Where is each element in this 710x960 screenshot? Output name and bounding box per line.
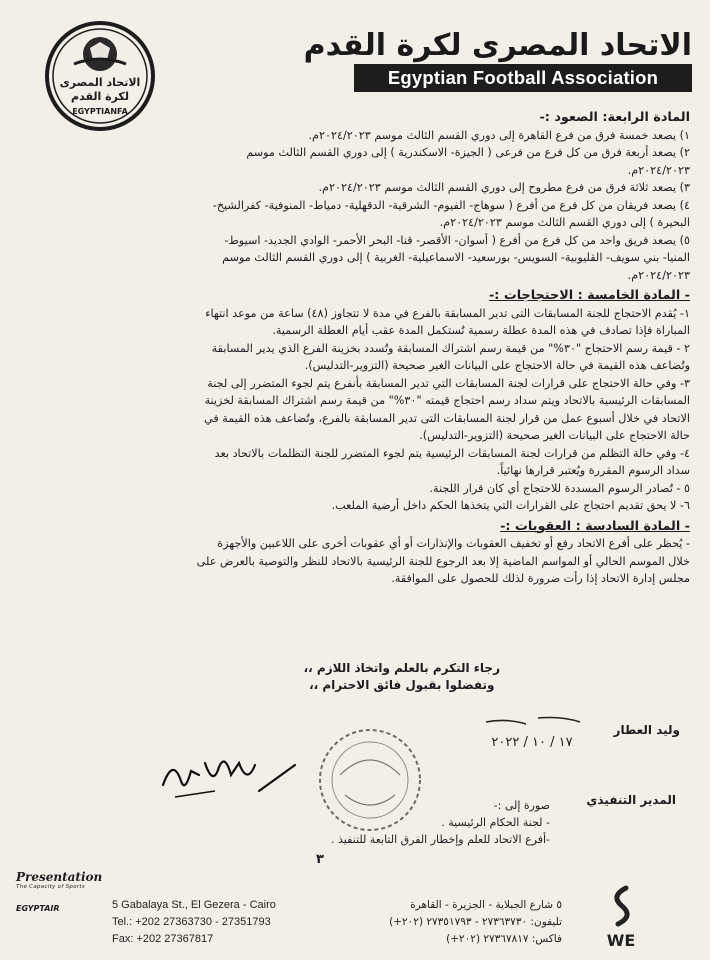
svg-text:لكرة القدم: لكرة القدم — [71, 90, 129, 103]
footer-address-en: 5 Gabalaya St., El Gezera - Cairo — [112, 899, 276, 911]
org-title-english: Egyptian Football Association — [354, 64, 692, 92]
article4-line: البحيرة ) إلى دوري القسم الثالث موسم ٢٠٢٤/٢٠٢٣م. — [439, 216, 690, 229]
closing-remarks — [304, 660, 500, 694]
svg-text:EGYPTIANFA: EGYPTIANFA — [72, 107, 128, 116]
article5-heading: - المادة الخامسة : الاحتجاجات :- — [488, 288, 690, 303]
article5-line: ٥ - تُصادر الرسوم المسددة للاحتجاج أي كان قرار اللجنة. — [429, 481, 690, 495]
article5-line: ١- يُقدم الاحتجاج للجنة المسابقات التى تدير المسابقة بالفرع في مدة لا تتجاوز (٤٨) ساعة من موعد انتهاء — [205, 306, 690, 320]
footer-sponsors — [16, 870, 108, 913]
page-number: ٣ — [316, 852, 324, 867]
sponsor-presentation: Presentation — [16, 870, 103, 884]
article5-line: ٢ - قيمة رسم الاحتجاج "٣٠%" من قيمة رسم اشتراك المسابقة وتُسدد بخزينة الفرع الذي يدير المسابقة — [211, 341, 690, 355]
article5-line: سداد الرسوم المقررة ويُعتبر قرارها نهائياً. — [496, 464, 690, 477]
sponsor-egyptair: EGYPTAIR — [16, 904, 60, 913]
svg-text:الاتحاد المصرى: الاتحاد المصرى — [59, 76, 141, 89]
org-title-arabic: الاتحاد المصرى لكرة القدم — [303, 28, 692, 63]
footer-tel-ar: تليفون: ٢٧٣٦٣٧٣٠ - ٢٧٣٥١٧٩٣ (٢٠٢+) — [389, 916, 562, 928]
article5-line: المسابقات الرئيسية بالاتحاد ويتم سداد رسم احتجاج قيمته "٣٠%" من قيمة رسم اشتراك المسابقة لخزينة — [204, 394, 690, 407]
article6-line: مجلس إدارة الاتحاد إذا رأت ضرورة لذلك للحصول على الموافقة. — [391, 572, 690, 585]
article4-line: المنيا- بني سويف- القليوبية- السويس- بورسعيد- الاسماعيلية- الغربية ) إلى دوري القسم الثالث موسم — [222, 251, 690, 264]
copies-item: -أفرع الاتحاد للعلم وإخطار الفرق التابعة للتنفيذ . — [331, 833, 550, 846]
svg-text:WE: WE — [606, 931, 636, 950]
article5-line: حالة الاحتجاج على البيانات الغير صحيحة (التزوير-التدليس). — [419, 429, 690, 442]
letter-body — [22, 106, 690, 588]
article5-line: ٦- لا يحق تقديم احتجاج على القرارات التي يتخذها الحكم داخل أرضية الملعب. — [331, 499, 690, 512]
footer-fax-ar: فاكس: ٢٧٣٦٧٨١٧ (٢٠٢+) — [446, 933, 562, 945]
article4-line: ٣) يصعد ثلاثة فرق من فرع مطروح إلى دوري القسم الثالث موسم ٢٠٢٤/٢٠٢٣م. — [318, 181, 690, 194]
article5-line: ٤- وفي حالة التظلم من قرارات لجنة المسابقات الرئيسية يتم لجوء المتضرر للجنة التظلمات بالاتحاد بعد — [214, 446, 690, 460]
closing-line: وتفضلوا بقبول فائق الاحترام ،، — [309, 678, 495, 692]
article6-heading: - المادة السادسة : العقوبات :- — [500, 518, 690, 534]
handwritten-signature — [155, 745, 305, 800]
article4-line: ٢) يصعد أربعة فرق من كل فرع من فرعى ( الجيزة- الاسكندرية ) إلى دوري القسم الثالث موسم — [246, 146, 690, 159]
closing-line: رجاء التكرم بالعلم واتخاذ اللازم ،، — [303, 661, 500, 675]
svg-text:١٧ / ١٠ / ٢٠٢٢: ١٧ / ١٠ / ٢٠٢٢ — [491, 735, 573, 750]
article5-line: الاتحاد في خلال أسبوع عمل من قرار لجنة المسابقات التى تدير المسابقة بالفرع، وتُضاعف هذه القيمة في — [204, 411, 690, 425]
footer-tel-en: Tel.: +202 27363730 - 27351793 — [112, 916, 271, 928]
article4-line: ٢٠٢٤/٢٠٢٣م. — [627, 268, 690, 282]
article6-line: - يُحظر على أفرع الاتحاد رفع أو تخفيف العقوبات والإنذارات أو أي عقوبات أخرى على اللاعبين والأجهزة — [217, 537, 690, 550]
signatory-title: المدير التنفيذي — [586, 793, 676, 807]
footer-fax-en: Fax: +202 27367817 — [112, 933, 214, 945]
article4-heading: المادة الرابعة: الصعود :- — [539, 110, 690, 125]
handwritten-date — [476, 712, 588, 752]
article5-line: وتُضاعف هذه القيمة في حالة الاحتجاج على البيانات الغير صحيحة (التزوير-التدليس). — [304, 359, 690, 372]
footer-contact-english — [112, 897, 276, 948]
article5-line: المباراة فإذا تصادف في هذه المدة عطلة رسمية تُستكمل المدة عقب أيام العطلة الرسمية. — [272, 324, 690, 337]
copies-label: صورة إلى :- — [493, 799, 550, 812]
article5-line: ٣- وفي حالة الاحتجاج على قرارات لجنة المسابقات التي تدير المسابقة بأنفرع يتم لجوء المتضرر إلى لجنة — [207, 376, 690, 390]
article4-line: ١) يصعد خمسة فرق من فرع القاهرة إلى دوري القسم الثالث موسم ٢٠٢٤/٢٠٢٣م. — [308, 128, 690, 142]
signatory-name: وليد العطار — [613, 723, 680, 737]
footer-address-ar: ٥ شارع الجبلاية - الجزيرة - القاهرة — [410, 899, 562, 911]
copies-item: - لجنة الحكام الرئيسية . — [441, 816, 550, 829]
footer-contact-arabic — [389, 897, 562, 948]
copies-to — [300, 797, 550, 848]
sponsor-tagline: The Capacity of Sports — [16, 884, 86, 890]
article4-line: ٢٠٢٤/٢٠٢٣م. — [627, 163, 690, 177]
article4-line: ٥) يصعد فريق واحد من كل فرع من أفرع ( أسوان- الأقصر- قنا- البحر الأحمر- الوادي الجديد- اسيوط- — [224, 233, 690, 247]
we-logo — [596, 882, 646, 952]
article6-line: خلال الموسم الحالي أو المواسم الماضية إلا بعد الرجوع للجنة الرئيسية بالاتحاد للنظر والتوصية بالعرض على — [196, 554, 690, 568]
article4-line: ٤) يصعد فريقان من كل فرع من أفرع ( سوهاج- الفيوم- الشرقية- الدقهلية- دمياط- المنوفية- كفرالشيخ- — [212, 198, 690, 212]
